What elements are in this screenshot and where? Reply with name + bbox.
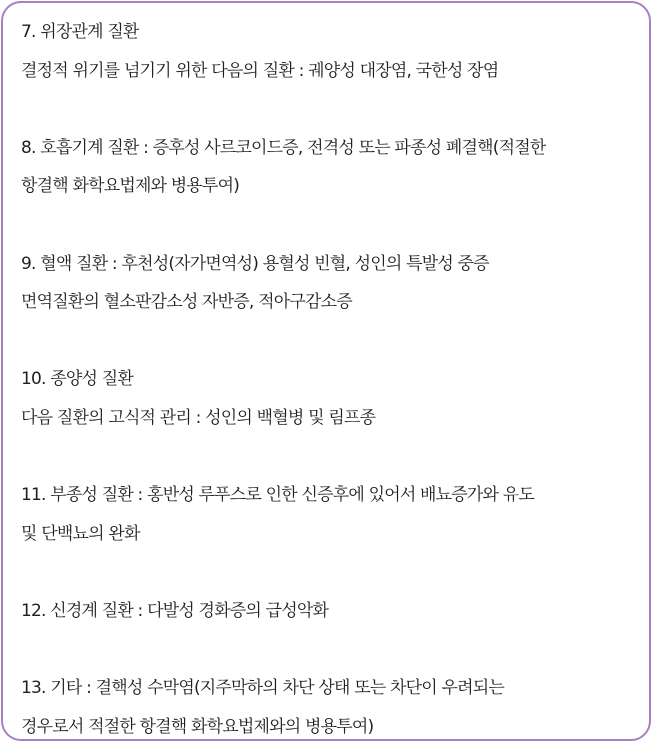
section-text: 결정적 위기를 넘기기 위한 다음의 질환 : 궤양성 대장염, 국한성 장염 [21, 60, 499, 81]
section-heading: 10. 종양성 질환 [21, 369, 133, 390]
section-text: 항결핵 화학요법제와 병용투여) [21, 176, 240, 197]
section-heading: 11. 부종성 질환 : 홍반성 루푸스로 인한 신증후에 있어서 배뇨증가와 유도 [21, 485, 535, 506]
section-neurologic [21, 592, 649, 631]
section-gastrointestinal [21, 13, 649, 90]
section-spacer [21, 322, 649, 361]
section-spacer [21, 90, 649, 129]
section-spacer [21, 553, 649, 592]
section-heading: 8. 호흡기계 질환 : 증후성 사르코이드증, 전격성 또는 파종성 폐결핵(적절한 [21, 137, 546, 158]
section-heading: 12. 신경계 질환 : 다발성 경화증의 급성악화 [21, 600, 329, 621]
section-heading: 13. 기타 : 결핵성 수막염(지주막하의 차단 상태 또는 차단이 우려되는 [21, 678, 505, 699]
section-spacer [21, 631, 649, 670]
section-heading: 9. 혈액 질환 : 후천성(자가면역성) 용혈성 빈혈, 성인의 특발성 중증 [21, 253, 489, 274]
section-text: 및 단백뇨의 완화 [21, 523, 140, 544]
section-other [21, 669, 649, 741]
section-text: 경우로서 적절한 항결핵 화학요법제와의 병용투여) [21, 716, 374, 737]
section-neoplastic [21, 360, 649, 437]
section-text: 면역질환의 혈소판감소성 자반증, 적아구감소증 [21, 292, 352, 313]
section-text: 다음 질환의 고식적 관리 : 성인의 백혈병 및 림프종 [21, 407, 376, 428]
section-spacer [21, 438, 649, 477]
indications-card [1, 1, 651, 741]
section-respiratory [21, 129, 649, 206]
section-heading: 7. 위장관계 질환 [21, 22, 139, 42]
section-hematologic [21, 245, 649, 322]
section-spacer [21, 206, 649, 245]
section-edematous [21, 476, 649, 553]
